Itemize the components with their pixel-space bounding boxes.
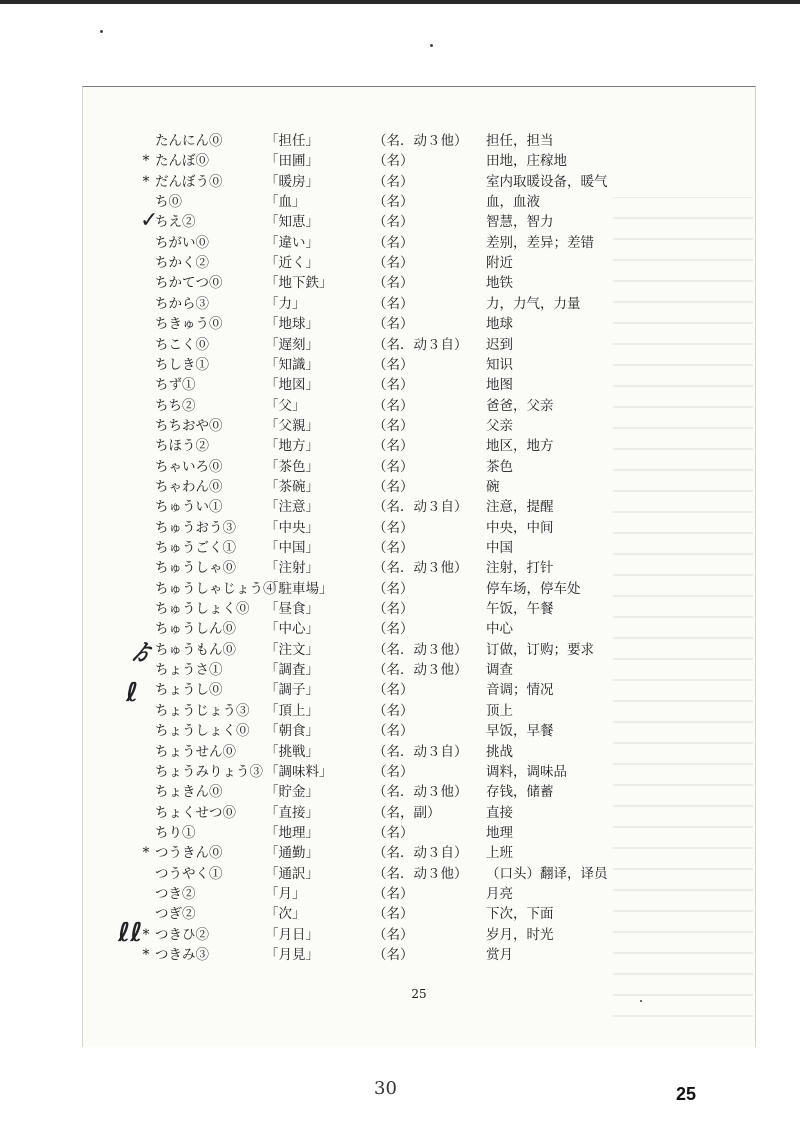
entry-meaning: 担任，担当 bbox=[486, 133, 554, 149]
vocab-entry bbox=[83, 904, 755, 925]
entry-reading: ちかてつ⓪ bbox=[155, 275, 223, 292]
entry-kanji: 「中央」 bbox=[265, 519, 319, 536]
vocab-entry bbox=[83, 864, 755, 885]
entry-part-of-speech: （名） bbox=[373, 763, 414, 780]
entry-kanji: 「注射」 bbox=[265, 560, 319, 577]
entry-reading: つうきん⓪ bbox=[155, 845, 223, 862]
entry-kanji: 「調査」 bbox=[265, 662, 319, 679]
vocab-entry bbox=[83, 253, 755, 274]
entry-reading: ちょうじょう③ bbox=[155, 702, 250, 719]
entry-meaning: 调料，调味品 bbox=[486, 763, 567, 780]
entry-meaning: 中国 bbox=[486, 540, 513, 556]
vocab-entry bbox=[83, 925, 755, 946]
vocab-entry bbox=[83, 803, 755, 824]
entry-meaning: 午饭，午餐 bbox=[486, 601, 554, 618]
entry-part-of-speech: （名） bbox=[373, 295, 414, 312]
entry-kanji: 「田圃」 bbox=[265, 153, 319, 170]
vocab-entry bbox=[83, 742, 755, 763]
entry-kanji: 「貯金」 bbox=[265, 784, 319, 801]
entry-reading: ちり① bbox=[155, 824, 196, 841]
entry-kanji: 「知恵」 bbox=[265, 214, 319, 231]
entry-reading: ちょうし⓪ bbox=[155, 682, 223, 699]
entry-part-of-speech: （名） bbox=[373, 519, 414, 536]
vocab-entry bbox=[83, 436, 755, 457]
entry-kanji: 「違い」 bbox=[265, 234, 319, 251]
entry-part-of-speech: （名．动３自） bbox=[373, 499, 468, 516]
entry-reading: ちょうせん⓪ bbox=[155, 743, 236, 760]
entry-kanji: 「茶碗」 bbox=[265, 478, 319, 495]
entry-meaning: 知识 bbox=[486, 356, 513, 373]
scan-speck bbox=[640, 1000, 642, 1002]
entry-kanji: 「注文」 bbox=[265, 641, 319, 658]
entry-reading: たんぼ⓪ bbox=[155, 153, 209, 170]
entry-part-of-speech: （名） bbox=[373, 621, 414, 638]
entry-part-of-speech: （名） bbox=[373, 601, 414, 618]
vocab-entry bbox=[83, 782, 755, 803]
entry-reading: ちから③ bbox=[155, 295, 209, 312]
entry-reading: ちしき① bbox=[155, 356, 209, 373]
entry-reading: ちえ② bbox=[155, 214, 196, 231]
vocab-entry bbox=[83, 477, 755, 498]
vocab-entry bbox=[83, 172, 755, 193]
entry-kanji: 「頂上」 bbox=[265, 702, 319, 719]
entry-reading: ちゅうしん⓪ bbox=[155, 621, 236, 638]
entry-kanji: 「月見」 bbox=[265, 947, 319, 963]
entry-kanji: 「朝食」 bbox=[265, 723, 319, 740]
vocab-entry bbox=[83, 375, 755, 396]
entry-part-of-speech: （名） bbox=[373, 316, 414, 333]
entry-kanji: 「直接」 bbox=[265, 804, 319, 821]
entry-reading: ちゅうごく① bbox=[155, 540, 236, 556]
vocab-entry bbox=[83, 823, 755, 844]
entry-meaning: 注射，打针 bbox=[486, 560, 554, 577]
entry-reading: だんぼう⓪ bbox=[155, 173, 223, 190]
entry-meaning: 调查 bbox=[486, 662, 513, 679]
scan-speck bbox=[430, 44, 433, 47]
entry-part-of-speech: （名．动３他） bbox=[373, 865, 468, 882]
entry-meaning: 停车场，停车处 bbox=[486, 580, 581, 597]
entry-kanji: 「駐車場」 bbox=[265, 580, 333, 597]
entry-part-of-speech: （名．动３自） bbox=[373, 743, 468, 760]
entry-part-of-speech: （名） bbox=[373, 458, 414, 475]
entry-reading: ちょくせつ⓪ bbox=[155, 804, 236, 821]
entry-reading: ち⓪ bbox=[155, 194, 182, 211]
entry-kanji: 「地下鉄」 bbox=[265, 275, 333, 292]
entry-kanji: 「茶色」 bbox=[265, 458, 319, 475]
vocab-entry bbox=[83, 355, 755, 376]
entry-kanji: 「血」 bbox=[265, 194, 306, 211]
entry-part-of-speech: （名） bbox=[373, 275, 414, 292]
entry-reading: つうやく① bbox=[155, 865, 223, 882]
entry-kanji: 「力」 bbox=[265, 295, 306, 312]
scan-speck bbox=[100, 30, 103, 33]
entry-meaning: 下次，下面 bbox=[486, 906, 554, 923]
vocab-entry bbox=[83, 518, 755, 539]
vocab-entry bbox=[83, 579, 755, 600]
entry-part-of-speech: （名） bbox=[373, 478, 414, 495]
vocab-entry bbox=[83, 335, 755, 356]
entry-kanji: 「通勤」 bbox=[265, 845, 319, 862]
entry-reading: ちょうみりょう③ bbox=[155, 763, 263, 780]
entry-meaning: 父亲 bbox=[486, 417, 513, 434]
entry-part-of-speech: （名） bbox=[373, 377, 414, 394]
entry-kanji: 「中心」 bbox=[265, 621, 319, 638]
entry-part-of-speech: （名） bbox=[373, 234, 414, 251]
entry-kanji: 「父」 bbox=[265, 397, 306, 414]
entry-part-of-speech: （名） bbox=[373, 540, 414, 556]
entry-kanji: 「暖房」 bbox=[265, 173, 319, 190]
entry-reading: ちず① bbox=[155, 377, 196, 394]
vocab-entry bbox=[83, 721, 755, 742]
entry-meaning: 中心 bbox=[486, 621, 513, 638]
entry-star-mark: * bbox=[142, 173, 150, 190]
entry-meaning: 力，力气，力量 bbox=[486, 295, 581, 312]
vocab-entry bbox=[83, 457, 755, 478]
vocab-entry bbox=[83, 212, 755, 233]
vocab-entry bbox=[83, 762, 755, 783]
scan-page-number: 30 bbox=[374, 1078, 397, 1099]
vocab-entry bbox=[83, 701, 755, 722]
handwritten-mark-1: ゟ bbox=[130, 641, 153, 666]
vocab-entry bbox=[83, 314, 755, 335]
entry-meaning: 爸爸，父亲 bbox=[486, 397, 554, 414]
entry-part-of-speech: （名，副） bbox=[373, 804, 441, 821]
scan-top-edge bbox=[0, 0, 800, 4]
entry-part-of-speech: （名．动３他） bbox=[373, 662, 468, 679]
entry-part-of-speech: （名） bbox=[373, 153, 414, 170]
entry-part-of-speech: （名） bbox=[373, 906, 414, 923]
entry-reading: ちゃわん⓪ bbox=[155, 478, 223, 495]
entry-part-of-speech: （名．动３他） bbox=[373, 641, 468, 658]
entry-kanji: 「地方」 bbox=[265, 438, 319, 455]
handwritten-checkmark: ✓ bbox=[140, 208, 159, 233]
vocab-entry bbox=[83, 619, 755, 640]
printed-folio: 25 bbox=[411, 987, 427, 1001]
entry-kanji: 「次」 bbox=[265, 906, 306, 923]
entry-meaning: 中央，中间 bbox=[486, 519, 554, 536]
entry-star-mark: * bbox=[142, 947, 150, 963]
vocab-entry bbox=[83, 640, 755, 661]
entry-reading: ちち② bbox=[155, 397, 196, 414]
entry-part-of-speech: （名．动３他） bbox=[373, 560, 468, 577]
entry-part-of-speech: （名） bbox=[373, 824, 414, 841]
entry-reading: ちょうさ① bbox=[155, 662, 223, 679]
vocab-entry bbox=[83, 599, 755, 620]
vocab-entry bbox=[83, 396, 755, 417]
entry-meaning: 差别，差异；差错 bbox=[486, 234, 594, 251]
entry-part-of-speech: （名．动３自） bbox=[373, 845, 468, 862]
entry-reading: ちゅうしょく⓪ bbox=[155, 601, 250, 618]
entry-meaning: 赏月 bbox=[486, 947, 513, 963]
entry-kanji: 「知識」 bbox=[265, 356, 319, 373]
entry-kanji: 「地図」 bbox=[265, 377, 319, 394]
entry-kanji: 「月」 bbox=[265, 885, 306, 902]
entry-star-mark: * bbox=[142, 153, 150, 170]
entry-meaning: 茶色 bbox=[486, 458, 513, 475]
vocab-entry bbox=[83, 416, 755, 437]
entry-reading: ちちおや⓪ bbox=[155, 417, 223, 434]
entry-kanji: 「遅刻」 bbox=[265, 336, 319, 353]
entry-part-of-speech: （名．动３他） bbox=[373, 784, 468, 801]
entry-reading: ちほう② bbox=[155, 438, 209, 455]
vocab-entry bbox=[83, 497, 755, 518]
entry-reading: ちゃいろ⓪ bbox=[155, 458, 223, 475]
entry-reading: つきみ③ bbox=[155, 947, 209, 963]
entry-reading: ちゅうもん⓪ bbox=[155, 641, 236, 658]
entry-meaning: 血，血液 bbox=[486, 194, 540, 211]
vocabulary-page bbox=[82, 86, 756, 1047]
entry-kanji: 「父親」 bbox=[265, 417, 319, 434]
entry-part-of-speech: （名） bbox=[373, 723, 414, 740]
entry-meaning: 挑战 bbox=[486, 743, 513, 760]
entry-meaning: 顶上 bbox=[486, 702, 513, 719]
entry-meaning: 地理 bbox=[486, 824, 513, 841]
entry-meaning: 音调；情况 bbox=[486, 682, 554, 699]
entry-part-of-speech: （名） bbox=[373, 214, 414, 231]
vocab-entry bbox=[83, 273, 755, 294]
entry-meaning: 田地，庄稼地 bbox=[486, 153, 567, 170]
entry-meaning: 碗 bbox=[486, 478, 500, 495]
entry-part-of-speech: （名．动３他） bbox=[373, 133, 468, 149]
entry-reading: ちかく② bbox=[155, 255, 209, 272]
entry-meaning: 直接 bbox=[486, 804, 513, 821]
entry-meaning: 存钱，储蓄 bbox=[486, 784, 554, 801]
entry-meaning: 注意，提醒 bbox=[486, 499, 554, 516]
vocab-entry bbox=[83, 538, 755, 559]
entry-meaning: 上班 bbox=[486, 845, 513, 862]
entry-reading: たんにん⓪ bbox=[155, 133, 223, 149]
vocab-entry bbox=[83, 884, 755, 905]
entry-reading: つきひ② bbox=[155, 926, 209, 943]
handwritten-mark-3: ℓℓ bbox=[118, 918, 143, 948]
entry-reading: つぎ② bbox=[155, 906, 196, 923]
entry-reading: ちゅうおう③ bbox=[155, 519, 236, 536]
vocab-entry bbox=[83, 294, 755, 315]
entry-kanji: 「担任」 bbox=[265, 133, 319, 149]
entry-meaning: 迟到 bbox=[486, 336, 513, 353]
entry-reading: ちゅうしゃ⓪ bbox=[155, 560, 236, 577]
entry-reading: ちきゅう⓪ bbox=[155, 316, 223, 333]
entry-meaning: 室内取暖设备，暖气 bbox=[486, 173, 608, 190]
vocab-entry bbox=[83, 151, 755, 172]
entry-part-of-speech: （名） bbox=[373, 356, 414, 373]
entry-part-of-speech: （名） bbox=[373, 702, 414, 719]
vocab-entry bbox=[83, 233, 755, 254]
handwritten-mark-2: ℓ bbox=[126, 678, 139, 708]
entry-part-of-speech: （名） bbox=[373, 580, 414, 597]
vocab-entry bbox=[83, 680, 755, 701]
entry-reading: ちがい⓪ bbox=[155, 234, 209, 251]
entry-part-of-speech: （名） bbox=[373, 417, 414, 434]
entry-meaning: 早饭，早餐 bbox=[486, 723, 554, 740]
entry-kanji: 「月日」 bbox=[265, 926, 319, 943]
entry-part-of-speech: （名） bbox=[373, 194, 414, 211]
vocab-entry bbox=[83, 660, 755, 681]
page-number: 25 bbox=[676, 1084, 697, 1104]
entry-kanji: 「昼食」 bbox=[265, 601, 319, 618]
entry-part-of-speech: （名．动３自） bbox=[373, 336, 468, 353]
entry-part-of-speech: （名） bbox=[373, 397, 414, 414]
entry-reading: ちゅうしゃじょう④ bbox=[155, 580, 277, 597]
entry-part-of-speech: （名） bbox=[373, 682, 414, 699]
vocab-entry bbox=[83, 192, 755, 213]
entry-reading: ちゅうい① bbox=[155, 499, 223, 516]
entry-meaning: （口头）翻译，译员 bbox=[486, 865, 608, 882]
vocab-entry bbox=[83, 558, 755, 579]
entry-part-of-speech: （名） bbox=[373, 173, 414, 190]
entry-reading: つき② bbox=[155, 885, 196, 902]
entry-kanji: 「通訳」 bbox=[265, 865, 319, 882]
entry-reading: ちょきん⓪ bbox=[155, 784, 223, 801]
entry-kanji: 「挑戦」 bbox=[265, 743, 319, 760]
entry-kanji: 「注意」 bbox=[265, 499, 319, 516]
entry-part-of-speech: （名） bbox=[373, 438, 414, 455]
entry-part-of-speech: （名） bbox=[373, 926, 414, 943]
entry-part-of-speech: （名） bbox=[373, 885, 414, 902]
vocab-entry bbox=[83, 843, 755, 864]
entry-meaning: 附近 bbox=[486, 255, 513, 272]
entry-kanji: 「調子」 bbox=[265, 682, 319, 699]
vocab-entry bbox=[83, 945, 755, 966]
entry-meaning: 地图 bbox=[486, 377, 513, 394]
entry-kanji: 「調味料」 bbox=[265, 763, 333, 780]
entry-kanji: 「地球」 bbox=[265, 316, 319, 333]
entry-part-of-speech: （名） bbox=[373, 255, 414, 272]
entry-meaning: 地铁 bbox=[486, 275, 513, 292]
entry-meaning: 岁月，时光 bbox=[486, 926, 554, 943]
entry-star-mark: * bbox=[142, 845, 150, 862]
entry-kanji: 「地理」 bbox=[265, 824, 319, 841]
entry-meaning: 地区，地方 bbox=[486, 438, 554, 455]
entry-kanji: 「中国」 bbox=[265, 540, 319, 556]
entry-meaning: 地球 bbox=[486, 316, 513, 333]
entry-part-of-speech: （名） bbox=[373, 947, 414, 963]
entry-meaning: 月亮 bbox=[486, 885, 513, 902]
vocab-entry bbox=[83, 131, 755, 152]
entry-meaning: 订做，订购；要求 bbox=[486, 641, 594, 658]
entry-reading: ちょうしょく⓪ bbox=[155, 723, 250, 740]
entry-star-mark: * bbox=[142, 926, 150, 943]
entry-reading: ちこく⓪ bbox=[155, 336, 209, 353]
entry-meaning: 智慧，智力 bbox=[486, 214, 554, 231]
entry-kanji: 「近く」 bbox=[265, 255, 319, 272]
